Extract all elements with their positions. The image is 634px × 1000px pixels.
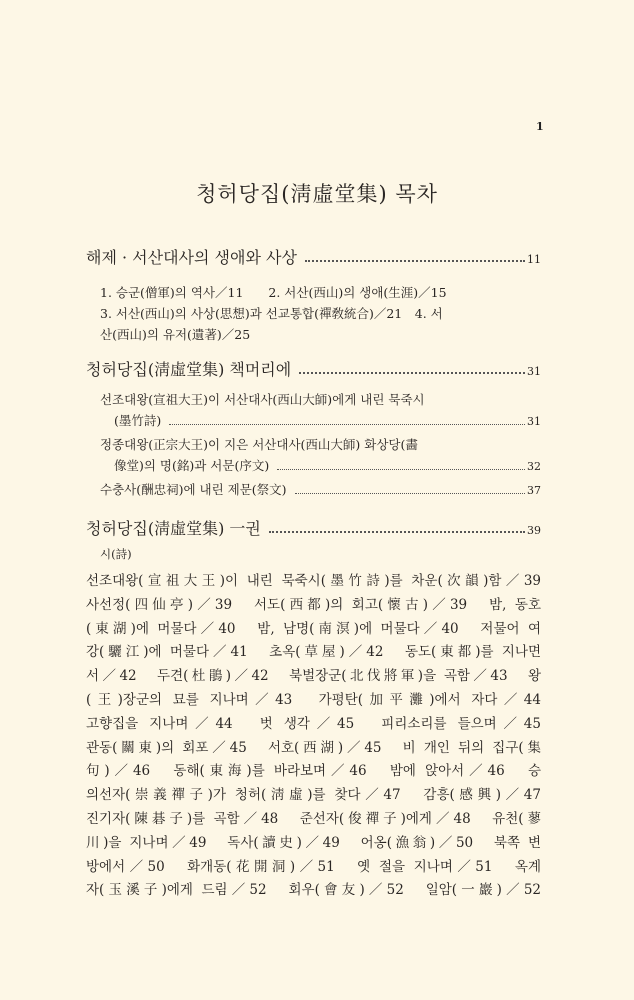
toc-entry-line (100, 456, 541, 477)
toc-heading-intro[interactable] (86, 245, 541, 268)
toc-entry-label: (墨竹詩) (114, 413, 162, 428)
toc-heading-label: 청허당집(淸虛堂集) 책머리에 (86, 360, 292, 379)
toc-sub-list (100, 282, 541, 345)
poem-line: 방에서／50 화개동(花開洞)／51 옛 절을 지나며／51 옥계 (86, 858, 541, 875)
poem-line: 강(驪江)에 머물다／41 초옥(草屋)／42 동도(東都)를 지나면 (86, 644, 541, 661)
dot-leader (169, 424, 525, 425)
toc-page-number: 37 (527, 484, 541, 497)
poem-line: 진기자(陳碁子)를 곡함／48 준선자(俊禪子)에게／48 유천(蓼 (86, 810, 541, 827)
toc-sub-line: 1. 승군(僧軍)의 역사／11 2. 서산(西山)의 생애(生涯)／15 (100, 285, 447, 300)
poem-line: 句)／46 동해(東海)를 바라보며／46 밤에 앉아서／46 승 (86, 763, 541, 780)
poem-line: 고향집을 지나며／44 벗 생각／45 피리소리를 들으며／45 (86, 715, 541, 732)
toc-sub-line: 3. 서산(西山)의 사상(思想)과 선교통합(禪敎統合)／21 4. 서 (100, 306, 443, 321)
dot-leader (269, 531, 525, 533)
dot-leader (277, 469, 525, 470)
toc-page-number: 32 (527, 460, 541, 473)
poem-list (86, 570, 541, 903)
toc-entry-line (100, 435, 541, 456)
toc-page-number: 31 (527, 415, 541, 428)
toc-entry[interactable] (100, 390, 541, 432)
toc-page-number: 31 (527, 365, 541, 378)
poem-line: (王)장군의 묘를 지나며／43 가평탄(加平灘)에서 자다／44 (86, 691, 541, 708)
toc-entry-line (100, 390, 541, 411)
toc-page-number: 39 (527, 524, 541, 537)
toc-entry-label: 정종대왕(正宗大王)이 지은 서산대사(西山大師) 화상당(畵 (100, 437, 418, 452)
page-number: 1 (536, 120, 544, 133)
poem-line: 川)을 지나며／49 독사(讀史)／49 어옹(漁翁)／50 북쪽 변 (86, 834, 541, 851)
dot-leader (295, 493, 525, 494)
toc-entry-line (100, 411, 541, 432)
toc-heading-label: 청허당집(淸虛堂集) 一권 (86, 519, 261, 538)
toc-entry-label: 선조대왕(宣祖大王)이 서산대사(西山大師)에게 내린 묵죽시 (100, 392, 425, 407)
toc-entry-label: 수충사(酬忠祠)에 내린 제문(祭文) (100, 482, 287, 497)
dot-leader (299, 372, 525, 374)
dot-leader (305, 260, 525, 262)
toc-entry-line (100, 480, 541, 501)
poem-line: 서／42 두견(杜鵑)／42 북벌장군(北伐將軍)을 곡함／43 왕 (86, 668, 541, 685)
toc-entry-label: 像堂)의 명(銘)과 서문(序文) (114, 458, 270, 473)
toc-heading-preface[interactable] (86, 357, 541, 380)
poem-line: 사선정(四仙亭)／39 서도(西都)의 회고(懷古)／39 밤, 동호 (86, 596, 541, 613)
page-title: 청허당집(淸虛堂集) 목차 (196, 182, 438, 206)
poem-line: (東湖)에 머물다／40 밤, 남명(南溟)에 머물다／40 저물어 여 (86, 620, 541, 637)
toc-heading-label: 해제 · 서산대사의 생애와 사상 (86, 248, 297, 267)
toc-entry[interactable] (100, 480, 541, 501)
toc-heading-volume-1[interactable] (86, 516, 541, 539)
toc-page-number: 11 (527, 253, 541, 266)
poems-subheading: 시(詩) (100, 547, 132, 561)
poem-line: 자(玉溪子)에게 드림／52 회우(會友)／52 일암(一巖)／52 (86, 882, 541, 899)
poem-line: 선조대왕(宣祖大王)이 내린 묵죽시(墨竹詩)를 차운(次韻)함／39 (86, 573, 541, 589)
poem-line: 의선자(崇義禪子)가 청허(淸虛)를 찾다／47 감흥(感興)／47 (86, 787, 541, 804)
poem-line: 관동(關東)의 회포／45 서호(西湖)／45 비 개인 뒤의 집구(集 (86, 739, 541, 756)
toc-sub-line: 산(西山)의 유저(遺著)／25 (100, 327, 251, 342)
toc-entry[interactable] (100, 435, 541, 477)
